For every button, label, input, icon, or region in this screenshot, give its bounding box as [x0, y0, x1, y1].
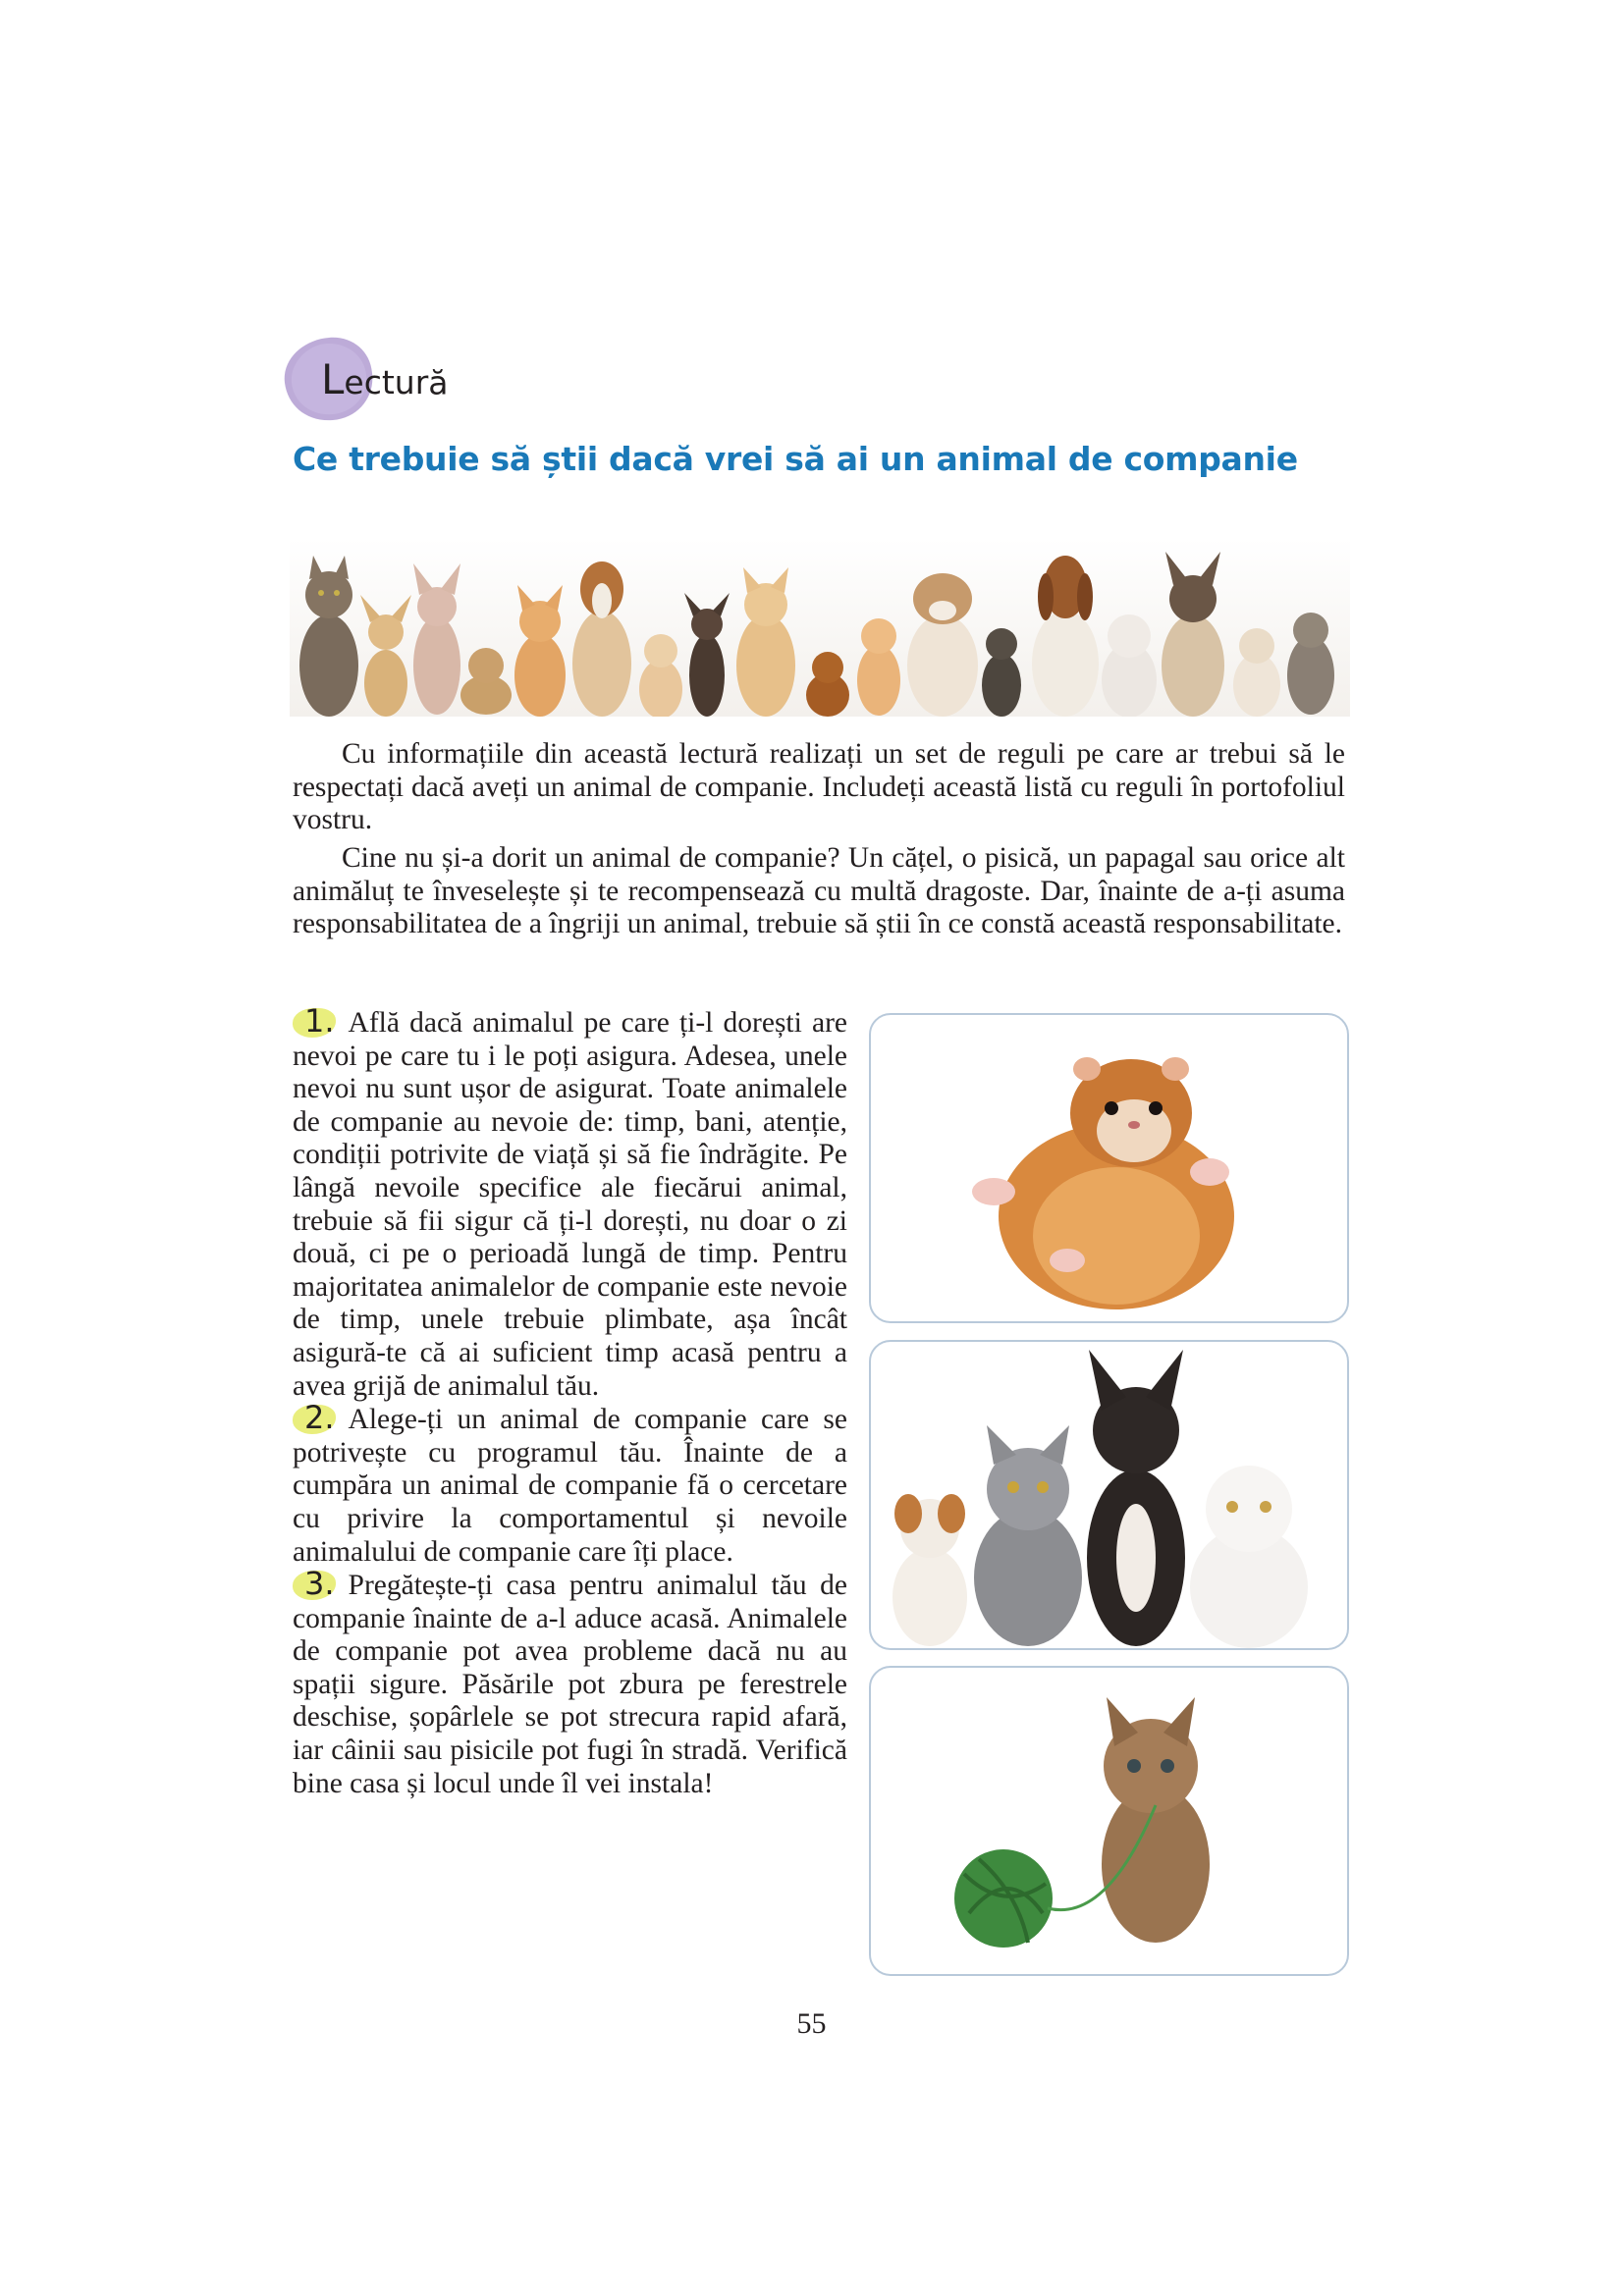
- pets-group-icon: [871, 1342, 1347, 1648]
- section-label-initial: L: [321, 355, 345, 403]
- basset-hound-icon: [1032, 556, 1099, 717]
- kitten-yarn-icon: [871, 1668, 1347, 1974]
- section-header: [280, 334, 515, 422]
- pets-group-photo: [869, 1340, 1349, 1650]
- tip-3: [293, 1565, 847, 1800]
- intro-paragraph-2: Cine nu și-a dorit un animal de companie? Un cățel, o pisică, un papagal sau orice alt animăluț te înveselește și te recompensează cu multă dragoste. Dar, înainte de a-ți asuma responsabilitatea de a îngriji un animal, trebuie să știi în ce constă această responsabilitate.: [293, 842, 1345, 939]
- bulldog-icon: [907, 573, 978, 717]
- kitten-icon: [639, 634, 682, 717]
- tabby-kitten-icon: [982, 628, 1021, 717]
- tip-text-3: Pregătește-ți casa pentru animalul tău de companie înainte de a-l aduce acasă. Animalele de companie pot avea probleme dacă nu au spații sigure. Păsările pot zbura pe ferestrele deschise, șopârlele se pot strecura rapid afară, iar câinii sau pisicile pot fugi în stradă. Verifică bine casa și locul unde îl vei instala!: [293, 1570, 847, 1799]
- tip-number-3: 3.: [293, 1569, 341, 1598]
- pets-banner-image: [290, 538, 1350, 717]
- hamster-icon: [871, 1015, 1347, 1321]
- section-label: [321, 355, 449, 403]
- page-number: 55: [796, 2007, 827, 2040]
- siamese-kitten-icon: [1233, 628, 1280, 717]
- orange-cat-icon: [514, 585, 566, 717]
- intro-paragraph-1: Cu informațiile din această lectură realizați un set de reguli pe care ar trebui să le respectați dacă aveți un animal de companie. Includeți această listă cu reguli în portofoliul vostru.: [293, 738, 1345, 835]
- tip-1: [293, 1002, 847, 1403]
- tip-2: [293, 1399, 847, 1569]
- kitten-yarn-photo: [869, 1666, 1349, 1976]
- tip-text-2: Alege-ți un animal de companie care se potrivește cu programul tău. Înainte de a cumpăra un animal de companie fă o cercetare cu privire la comportamentul și nevoile animalului de companie care îți place.: [293, 1404, 847, 1568]
- hamster-photo: [869, 1013, 1349, 1323]
- tips-list: [293, 1002, 847, 1800]
- grey-cat-icon: [1287, 613, 1334, 715]
- persian-cat-icon: [1102, 614, 1157, 717]
- tip-text-1: Află dacă animalul pe care ți-l dorești are nevoi pe care tu i le poți asigura. Adesea, unele nevoi nu sunt ușor de asigurat. Toate animalele de companie au nevoie de: timp, bani, atenție, condiții potrivite de viață și să fie îndrăgite. Pe lângă nevoile specifice ale fiecărui animal, trebuie să fii sigur că ți-l dorești, nu doar o zi două, ci pe o perioadă lungă de timp. Pentru majoritatea animalelor de companie este nevoie de timp, unele trebuie plimbate, așa încât asigură-te că ai suficient timp acasă pentru a avea grijă de animalul tău.: [293, 1007, 847, 1402]
- beagle-icon: [572, 561, 631, 717]
- page-title: Ce trebuie să știi dacă vrei să ai un animal de companie: [293, 440, 1298, 478]
- tip-number-2: 2.: [293, 1403, 341, 1432]
- section-label-rest: ectură: [344, 363, 449, 401]
- tip-number-1: 1.: [293, 1006, 341, 1036]
- ginger-kitten-icon: [857, 618, 900, 716]
